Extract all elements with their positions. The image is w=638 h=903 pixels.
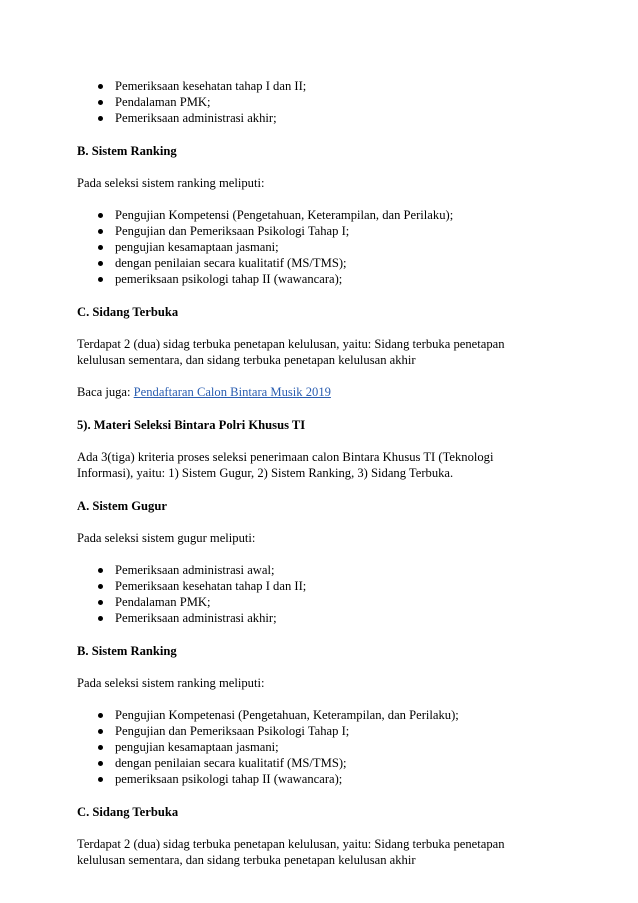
bullet-icon xyxy=(98,100,103,105)
bullet-icon xyxy=(98,713,103,718)
bullet-icon xyxy=(98,745,103,750)
paragraph-baca-juga: Baca juga: Pendaftaran Calon Bintara Musik 2019 xyxy=(77,385,331,399)
bullet-icon xyxy=(98,245,103,250)
list-item: Pengujian Kompetenasi (Pengetahuan, Keterampilan, dan Perilaku); xyxy=(77,707,557,723)
bullet-icon xyxy=(98,584,103,589)
baca-juga-link[interactable]: Pendaftaran Calon Bintara Musik 2019 xyxy=(133,385,331,399)
paragraph-kriteria: Ada 3(tiga) kriteria proses seleksi penerimaan calon Bintara Khusus TI (Teknologi Informasi), yaitu: 1) Sistem Gugur, 2) Sistem Ranking, 3) Sidang Terbuka. xyxy=(77,450,494,480)
paragraph-sidang-terbuka: Terdapat 2 (dua) sidag terbuka penetapan kelulusan, yaitu: Sidang terbuka penetapan kelulusan sementara, dan sidang terbuka penetapan kelulusan akhir xyxy=(77,337,505,367)
list-item: Pengujian Kompetensi (Pengetahuan, Keterampilan, dan Perilaku); xyxy=(77,207,557,223)
bullet-icon xyxy=(98,277,103,282)
paragraph-sidang-terbuka-2: Terdapat 2 (dua) sidag terbuka penetapan kelulusan, yaitu: Sidang terbuka penetapan kelulusan sementara, dan sidang terbuka penetapan kelulusan akhir xyxy=(77,837,505,867)
list-item: Pendalaman PMK; xyxy=(77,594,557,610)
bullet-icon xyxy=(98,761,103,766)
bullet-icon xyxy=(98,84,103,89)
bullet-icon xyxy=(98,777,103,782)
bullet-icon xyxy=(98,213,103,218)
heading-sidang-terbuka: C. Sidang Terbuka xyxy=(77,305,179,319)
list-item: pemeriksaan psikologi tahap II (wawancara); xyxy=(77,771,557,787)
list-item: Pengujian dan Pemeriksaan Psikologi Tahap I; xyxy=(77,723,557,739)
bullet-icon xyxy=(98,729,103,734)
list-item: Pemeriksaan kesehatan tahap I dan II; xyxy=(77,78,557,94)
heading-sistem-gugur: A. Sistem Gugur xyxy=(77,499,167,513)
document-page xyxy=(77,78,557,868)
bullet-icon xyxy=(98,568,103,573)
list-sistem-gugur-continued xyxy=(77,78,557,126)
list-sistem-ranking-2 xyxy=(77,707,557,787)
paragraph-ranking-intro-2: Pada seleksi sistem ranking meliputi: xyxy=(77,676,265,690)
paragraph-ranking-intro: Pada seleksi sistem ranking meliputi: xyxy=(77,176,265,190)
list-sistem-ranking xyxy=(77,207,557,287)
list-item: Pemeriksaan administrasi awal; xyxy=(77,562,557,578)
heading-materi-seleksi: 5). Materi Seleksi Bintara Polri Khusus TI xyxy=(77,418,306,432)
heading-sistem-ranking: B. Sistem Ranking xyxy=(77,144,177,158)
list-item: Pemeriksaan kesehatan tahap I dan II; xyxy=(77,578,557,594)
bullet-icon xyxy=(98,229,103,234)
bullet-icon xyxy=(98,116,103,121)
bullet-icon xyxy=(98,600,103,605)
list-item: dengan penilaian secara kualitatif (MS/TMS); xyxy=(77,255,557,271)
list-item: Pemeriksaan administrasi akhir; xyxy=(77,610,557,626)
heading-sistem-ranking-2: B. Sistem Ranking xyxy=(77,644,177,658)
list-item: Pengujian dan Pemeriksaan Psikologi Tahap I; xyxy=(77,223,557,239)
list-item: Pendalaman PMK; xyxy=(77,94,557,110)
list-item: dengan penilaian secara kualitatif (MS/TMS); xyxy=(77,755,557,771)
list-item: pengujian kesamaptaan jasmani; xyxy=(77,739,557,755)
list-sistem-gugur xyxy=(77,562,557,626)
paragraph-gugur-intro: Pada seleksi sistem gugur meliputi: xyxy=(77,531,256,545)
bullet-icon xyxy=(98,261,103,266)
heading-sidang-terbuka-2: C. Sidang Terbuka xyxy=(77,805,179,819)
list-item: pengujian kesamaptaan jasmani; xyxy=(77,239,557,255)
bullet-icon xyxy=(98,616,103,621)
list-item: Pemeriksaan administrasi akhir; xyxy=(77,110,557,126)
list-item: pemeriksaan psikologi tahap II (wawancara); xyxy=(77,271,557,287)
